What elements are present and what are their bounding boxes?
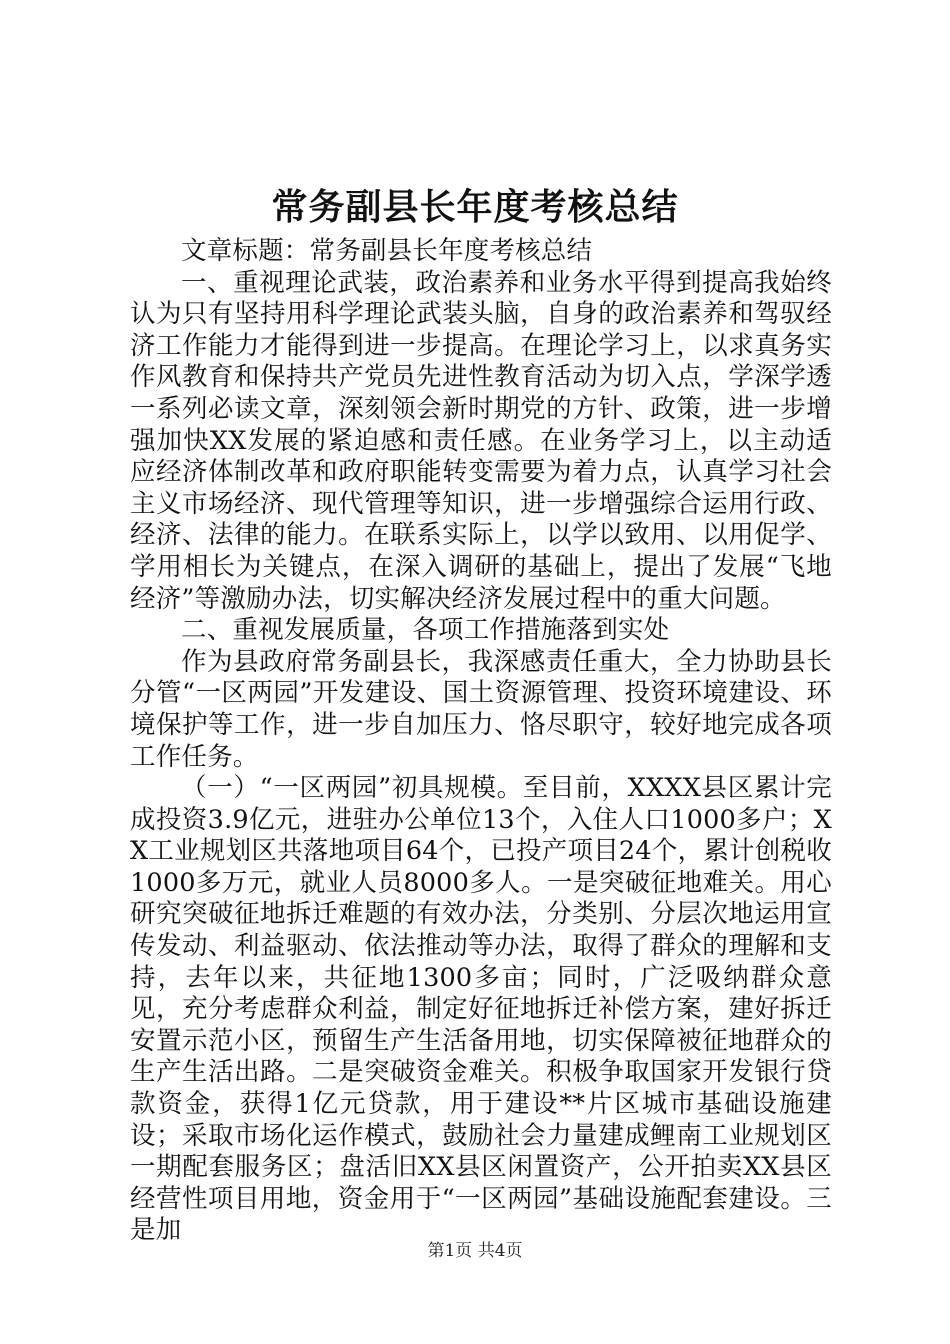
paragraph-1: 一、重视理论武装，政治素养和业务水平得到提高我始终认为只有坚持用科学理论武装头脑，自身的政治素养和驾驭经济工作能力才能得到进一步提高。在理论学习上，以求真务实作风教育和保持共产党员先进性教育活动为切入点，学深学透一系列必读文章，深刻领会新时期党的方针、政策，进一步增强加快XX发展的紧迫感和责任感。在业务学习上，以主动适应经济体制改革和政府职能转变需要为着力点，认真学习社会主义市场经济、现代管理等知识，进一步增强综合运用行政、经济、法律的能力。在联系实际上，以学以致用、以用促学、学用相长为关键点，在深入调研的基础上，提出了发展“飞地经济”等激励办法，切实解决经济发展过程中的重大问题。 xyxy=(130,267,832,614)
document-title: 常务副县长年度考核总结 xyxy=(271,187,679,228)
paragraph-4: （一）“一区两园”初具规模。至目前，XXXX县区累计完成投资3.9亿元，进驻办公单位13个，入住人口1000多户；XX工业规划区共落地项目64个，已投产项目24个，累计创税收1000多万元，就业人员8000多人。一是突破征地难关。用心研究突破征地拆迁难题的有效办法，分类别、分层次地运用宣传发动、利益驱动、依法推动等办法，取得了群众的理解和支持，去年以来，共征地1300多亩；同时，广泛吸纳群众意见，充分考虑群众利益，制定好征地拆迁补偿方案，建好拆迁安置示范小区，预留生产生活备用地，切实保障被征地群众的生产生活出路。二是突破资金难关。积极争取国家开发银行贷款资金，获得1亿元贷款，用于建设**片区城市基础设施建设；采取市场化运作模式，鼓励社会力量建成鲤南工业规划区一期配套服务区；盘活旧XX县区闲置资产，公开拍卖XX县区经营性项目用地，资金用于“一区两园”基础设施配套建设。三是加 xyxy=(130,773,832,1246)
page-number-footer: 第1页 共4页 xyxy=(427,1241,523,1261)
article-title-line: 文章标题：常务副县长年度考核总结 xyxy=(181,236,593,266)
document-body xyxy=(130,236,832,1247)
section-heading-2: 二、重视发展质量，各项工作措施落到实处 xyxy=(181,615,670,646)
paragraph-3: 作为县政府常务副县长，我深感责任重大，全力协助县长分管“一区两园”开发建设、国土资源管理、投资环境建设、环境保护等工作，进一步自加压力、恪尽职守，较好地完成各项工作任务。 xyxy=(130,646,832,772)
